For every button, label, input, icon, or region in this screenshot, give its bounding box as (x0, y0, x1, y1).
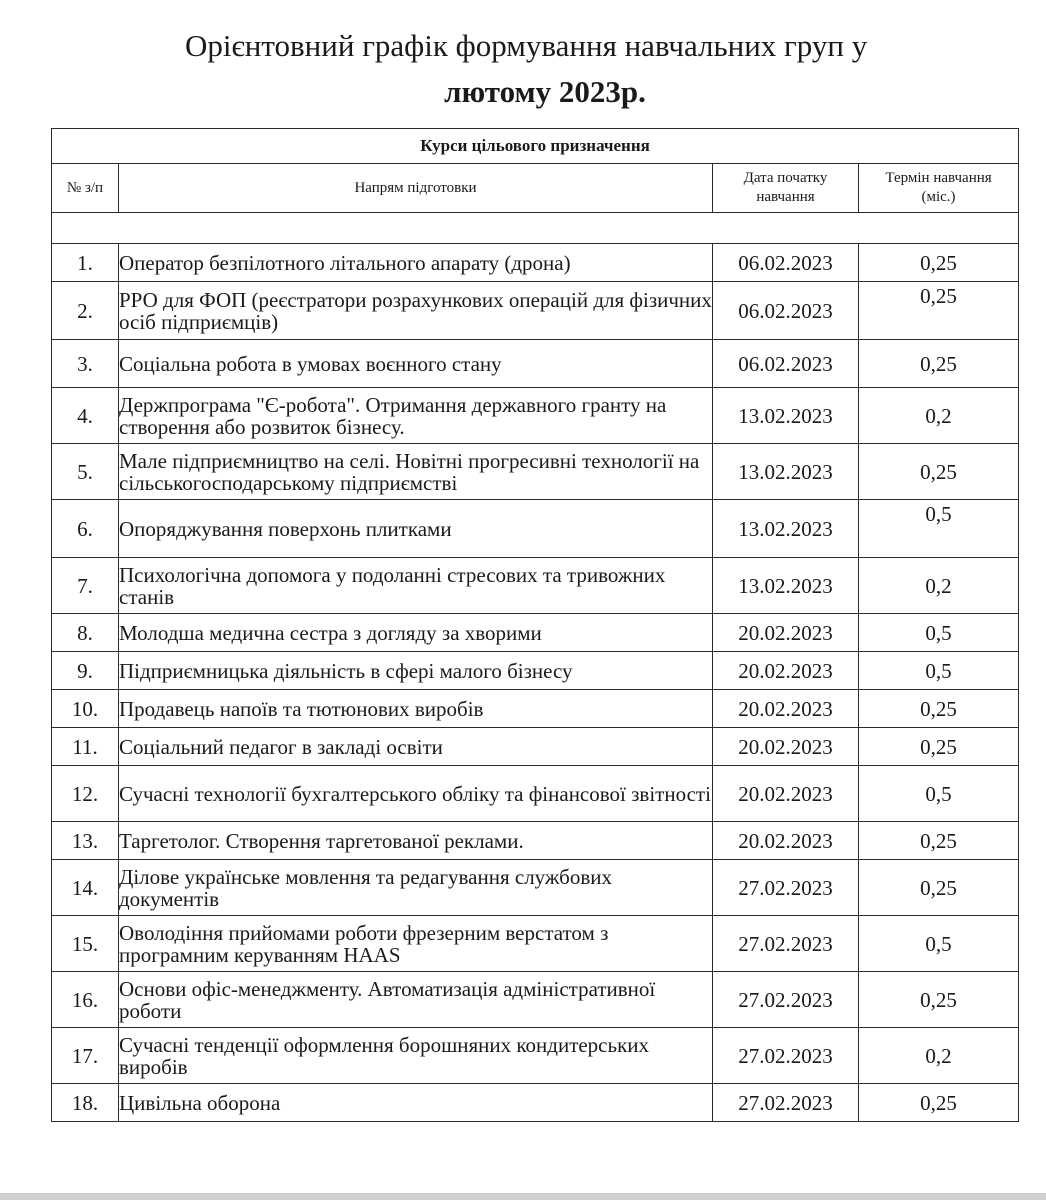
row-start-date: 06.02.2023 (713, 340, 859, 388)
row-start-date: 27.02.2023 (713, 972, 859, 1028)
row-number: 1. (52, 244, 119, 282)
table-row (52, 860, 1019, 916)
row-start-date: 27.02.2023 (713, 916, 859, 972)
row-number: 14. (52, 860, 119, 916)
row-number: 17. (52, 1028, 119, 1084)
row-number: 8. (52, 614, 119, 652)
row-duration: 0,25 (859, 340, 1019, 388)
row-duration: 0,25 (859, 972, 1019, 1028)
row-number: 3. (52, 340, 119, 388)
spacer-cell (52, 213, 1019, 244)
table-row (52, 766, 1019, 822)
header-start-date: Дата початку навчання (713, 164, 859, 213)
row-direction: Основи офіс-менеджменту. Автоматизація адміністративної роботи (119, 972, 713, 1028)
row-start-date: 20.02.2023 (713, 690, 859, 728)
table-row (52, 728, 1019, 766)
row-start-date: 13.02.2023 (713, 500, 859, 558)
row-number: 6. (52, 500, 119, 558)
section-title: Курси цільового призначення (52, 129, 1019, 164)
row-start-date: 13.02.2023 (713, 388, 859, 444)
row-duration: 0,2 (859, 1028, 1019, 1084)
table-row (52, 244, 1019, 282)
table-row (52, 558, 1019, 614)
row-direction: Молодша медична сестра з догляду за хворими (119, 614, 713, 652)
row-direction: Опоряджування поверхонь плитками (119, 500, 713, 558)
row-start-date: 27.02.2023 (713, 860, 859, 916)
row-duration: 0,5 (859, 614, 1019, 652)
row-direction: Цивільна оборона (119, 1084, 713, 1122)
row-duration: 0,5 (859, 652, 1019, 690)
table-row (52, 282, 1019, 340)
row-number: 18. (52, 1084, 119, 1122)
row-direction: Підприємницька діяльність в сфері малого бізнесу (119, 652, 713, 690)
row-number: 7. (52, 558, 119, 614)
row-number: 13. (52, 822, 119, 860)
row-direction: Ділове українське мовлення та редагування службових документів (119, 860, 713, 916)
row-duration: 0,25 (859, 1084, 1019, 1122)
row-start-date: 20.02.2023 (713, 614, 859, 652)
row-start-date: 27.02.2023 (713, 1028, 859, 1084)
table-row (52, 652, 1019, 690)
table-row (52, 340, 1019, 388)
row-duration: 0,5 (859, 500, 1019, 558)
row-direction: Психологічна допомога у подоланні стресових та тривожних станів (119, 558, 713, 614)
table-row (52, 614, 1019, 652)
row-number: 11. (52, 728, 119, 766)
row-duration: 0,25 (859, 444, 1019, 500)
row-duration: 0,5 (859, 766, 1019, 822)
row-direction: Соціальний педагог в закладі освіти (119, 728, 713, 766)
row-start-date: 06.02.2023 (713, 244, 859, 282)
row-duration: 0,2 (859, 558, 1019, 614)
row-number: 9. (52, 652, 119, 690)
header-num: № з/п (52, 164, 119, 213)
row-duration: 0,25 (859, 728, 1019, 766)
table-row (52, 972, 1019, 1028)
schedule-table (51, 128, 1019, 1122)
row-number: 4. (52, 388, 119, 444)
row-duration: 0,25 (859, 244, 1019, 282)
table-row (52, 1028, 1019, 1084)
row-start-date: 20.02.2023 (713, 822, 859, 860)
table-row (52, 1084, 1019, 1122)
row-number: 12. (52, 766, 119, 822)
row-start-date: 20.02.2023 (713, 766, 859, 822)
section-title-row (52, 129, 1019, 164)
row-direction: Таргетолог. Створення таргетованої реклами. (119, 822, 713, 860)
title-line-2: лютому 2023р. (444, 74, 646, 109)
row-duration: 0,25 (859, 860, 1019, 916)
header-duration: Термін навчання (міс.) (859, 164, 1019, 213)
table-row (52, 690, 1019, 728)
row-direction: Оператор безпілотного літального апарату (дрона) (119, 244, 713, 282)
row-start-date: 27.02.2023 (713, 1084, 859, 1122)
table-row (52, 444, 1019, 500)
row-start-date: 13.02.2023 (713, 444, 859, 500)
row-direction: Оволодіння прийомами роботи фрезерним верстатом з програмним керуванням HAAS (119, 916, 713, 972)
row-direction: Продавець напоїв та тютюнових виробів (119, 690, 713, 728)
row-number: 15. (52, 916, 119, 972)
header-direction: Напрям підготовки (119, 164, 713, 213)
row-duration: 0,2 (859, 388, 1019, 444)
page-bottom-edge (0, 1193, 1046, 1200)
title-line-1: Орієнтовний графік формування навчальних груп у (185, 28, 868, 63)
row-duration: 0,5 (859, 916, 1019, 972)
row-duration: 0,25 (859, 690, 1019, 728)
row-start-date: 20.02.2023 (713, 652, 859, 690)
spacer-row (52, 213, 1019, 244)
row-direction: РРО для ФОП (реєстратори розрахункових операцій для фізичних осіб підприємців) (119, 282, 713, 340)
table-row (52, 500, 1019, 558)
row-number: 2. (52, 282, 119, 340)
row-number: 10. (52, 690, 119, 728)
row-start-date: 20.02.2023 (713, 728, 859, 766)
row-direction: Держпрограма "Є-робота". Отримання державного гранту на створення або розвиток бізнесу. (119, 388, 713, 444)
row-duration: 0,25 (859, 822, 1019, 860)
row-number: 5. (52, 444, 119, 500)
table-row (52, 388, 1019, 444)
row-start-date: 13.02.2023 (713, 558, 859, 614)
row-direction: Сучасні тенденції оформлення борошняних кондитерських виробів (119, 1028, 713, 1084)
row-direction: Соціальна робота в умовах воєнного стану (119, 340, 713, 388)
header-row (52, 164, 1019, 213)
row-duration: 0,25 (859, 282, 1019, 340)
row-start-date: 06.02.2023 (713, 282, 859, 340)
row-direction: Сучасні технології бухгалтерського обліку та фінансової звітності (119, 766, 713, 822)
row-number: 16. (52, 972, 119, 1028)
row-direction: Мале підприємництво на селі. Новітні прогресивні технології на сільськогосподарському підприємстві (119, 444, 713, 500)
table-row (52, 822, 1019, 860)
table-row (52, 916, 1019, 972)
